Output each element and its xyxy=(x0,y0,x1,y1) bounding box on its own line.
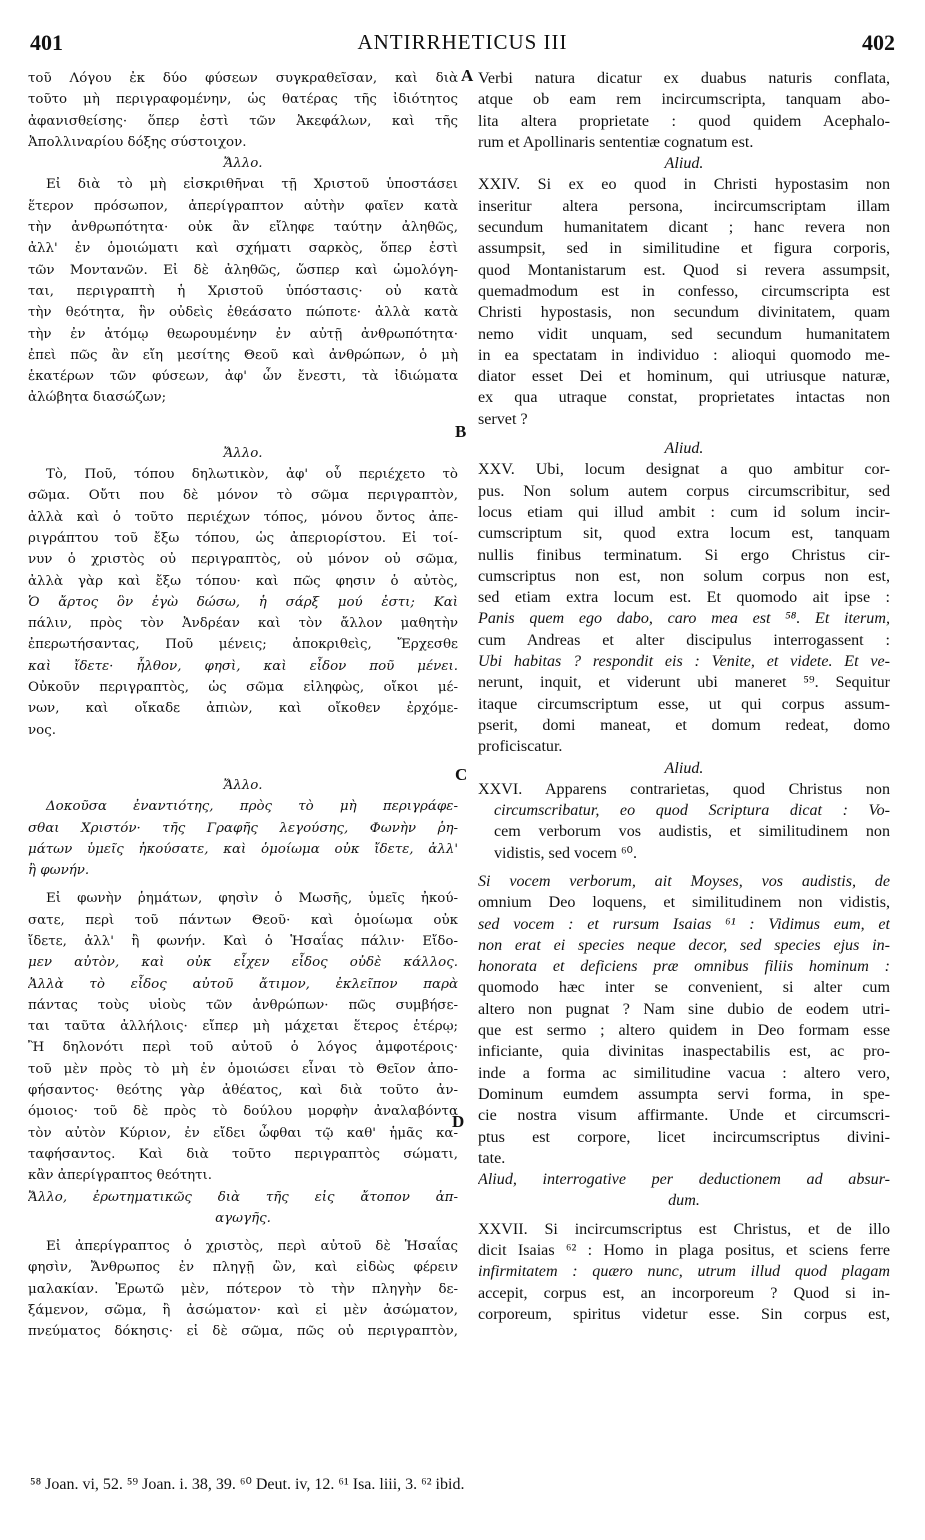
latin-section-xxvii xyxy=(478,1219,890,1325)
greek-line: Εἰ φωνὴν ῥημάτων, φησὶν ὁ Μωσῆς, ὑμεῖς ἠκού- xyxy=(46,891,458,907)
greek-line: ἕτερον πρόσωπον, ἀπερίγραπτον αὐτὴν φαῖεν κατὰ xyxy=(28,198,458,214)
greek-section-xxvi xyxy=(28,796,458,881)
latin-line: circumscribatur, eo quod Scriptura dicat : Vo- xyxy=(494,802,890,820)
latin-line: Si vocem verborum, ait Moyses, vos audistis, de xyxy=(478,872,890,890)
latin-line: sed vocem : et rursum Isaias ⁶¹ : Vidimus eum, et xyxy=(478,915,890,933)
margin-marker-d: D xyxy=(452,1112,465,1131)
page-number-left: 401 xyxy=(30,30,63,55)
greek-line: Εἰ διὰ τὸ μὴ εἰσκριθῆναι τῇ Χριστοῦ ὑποστάσει xyxy=(46,177,458,193)
greek-line: τὴν ἀνθρωπότητα· οὐκ ἂν εἴληφε ταύτην ἀληθῶς, xyxy=(28,220,458,236)
greek-line: καὶ ἴδετε· ἦλθον, φησὶ, καὶ εἶδον ποῦ μένει. xyxy=(28,658,458,674)
latin-line: que est sermo ; altero quidem in Deo formam esse xyxy=(478,1022,890,1040)
page-number-right: 402 xyxy=(862,30,895,55)
greek-heading: Ἄλλο. xyxy=(223,156,263,172)
greek-line: τὴν ἐν ἀτόμῳ θεωρουμένην ἐν αὐτῇ ἀνθρωπότητα· xyxy=(28,326,458,342)
spacer xyxy=(28,741,458,775)
greek-line: Ἢ δηλονότι περὶ τοῦ αὐτοῦ ὁ λόγος ἀμφοτέροις· xyxy=(28,1040,458,1056)
greek-line: μαλακίαν. Ἐρωτῶ μὲν, πότερον τὸ τὴν πληγὴν δε- xyxy=(28,1281,458,1297)
greek-line: ἀλλ' ἐν ὁμοιώματι καὶ σχήματι σαρκὸς, ὅπερ ἐστὶ xyxy=(28,241,458,257)
greek-line: νυν ὁ χριστὸς οὐ περιγραπτὸς, οὐ μόνον οὐ σῶμα, xyxy=(28,552,458,568)
latin-line: Aliud, interrogative per deductionem ad absur- xyxy=(478,1171,890,1189)
greek-line: Τὸ, Ποῦ, τόπου δηλωτικὸν, ἀφ' οὗ περιέχετο τὸ xyxy=(46,467,458,483)
greek-line: ται, περιγραπτὴ ἡ Χριστοῦ ὑπόστασις· οὐ κατὰ xyxy=(28,283,458,299)
latin-line: XXVI. Apparens contrarietas, quod Christus non xyxy=(478,780,890,798)
latin-line: quomodo hæc inter se convenient, si alter cum xyxy=(478,979,890,997)
latin-section-xxv xyxy=(478,459,890,757)
spacer xyxy=(478,1212,890,1219)
greek-line: πάλιν, πρὸς τὸν Ἀνδρέαν καὶ τὸν ἄλλον μαθητὴν xyxy=(28,616,458,632)
latin-line: cem verborum vos audistis, et similitudinem non xyxy=(494,823,890,841)
greek-line: ἀλλὰ γὰρ καὶ ἔξω τόπου· καὶ πῶς φησιν ὁ αὐτὸς, xyxy=(28,573,458,589)
greek-line: ἀλώβητα διασώζων; xyxy=(28,390,167,406)
greek-line: φήσαντος· θεότης γὰρ ἀθέατος, καὶ διὰ τοῦτο ἀν- xyxy=(28,1083,458,1099)
greek-line: Ἀλλὰ τὸ εἶδος αὐτοῦ ἄτιμον, ἐκλεῖπον παρὰ xyxy=(28,976,458,992)
latin-line: Dominum eumdem assumpta servi forma, in spe- xyxy=(478,1085,890,1103)
latin-line: non erat ei species neque decor, sed species ejus in- xyxy=(478,936,890,954)
latin-line: dum. xyxy=(668,1192,700,1210)
greek-heading-xxvii xyxy=(28,1187,458,1230)
latin-line: pus. Non solum autem corpus circumscribitur, sed xyxy=(478,482,890,500)
footnotes: ⁵⁸ Joan. vi, 52. ⁵⁹ Joan. i. 38, 39. ⁶⁰ Deut. iv, 12. ⁶¹ Isa. liii, 3. ⁶² ibid. xyxy=(30,1476,465,1493)
margin-marker-c: C xyxy=(455,765,468,784)
greek-line: νων, καὶ οἴκαδε ἀπιὼν, καὶ οἴκοθεν ἐρχόμε- xyxy=(28,701,458,717)
greek-line: τοῦ μὲν πρὸς τὸ μὴ ἐν ὁμοιώσει εἶναι τὸ Θεῖον ἀπο- xyxy=(28,1061,458,1077)
latin-line: inde a forma ac similitudine vacua : altero vero, xyxy=(478,1064,890,1082)
latin-line: nullis finibus terminatum. Si ergo Christus cir- xyxy=(478,546,890,564)
latin-heading: Aliud. xyxy=(664,155,704,173)
latin-heading: Aliud. xyxy=(664,759,704,777)
latin-line: servet ? xyxy=(478,410,528,428)
latin-line: corporeum, spiritus videtur esse. Sin corpus est, xyxy=(478,1305,890,1323)
latin-line: lita altera proprietate : quod quidem Acephalo- xyxy=(478,112,890,130)
greek-line: ταφήσαντος. Καὶ διὰ τοῦτο περιγραπτὸς σώματι, xyxy=(28,1146,458,1162)
greek-line: Οὐκοῦν περιγραπτὸς, ὡς σῶμα εἰληφὼς, οἴκοι μέ- xyxy=(28,680,458,696)
latin-line: assumpsit, sed in similitudine et figura corporis, xyxy=(478,240,890,258)
greek-section-xxiv xyxy=(28,174,458,408)
latin-line: Panis quem ego dabo, caro mea est ⁵⁸. Et iterum, xyxy=(478,610,890,628)
greek-line: τὸν αὐτὸν Κύριον, ἐν εἴδει ὦφθαι τῷ καθ' ἡμᾶς κα- xyxy=(28,1125,458,1141)
latin-line: proficiscatur. xyxy=(478,738,563,756)
greek-line: ἑκατέρων τῶν φύσεων, ἀφ' ὧν ἔνεστι, τὰ ἰδιώματα xyxy=(28,369,458,385)
spacer xyxy=(478,864,890,871)
latin-line: cie nostra visum affirmante. Unde et circumscri- xyxy=(478,1107,890,1125)
greek-line: σθαι Χριστόν· τῆς Γραφῆς λεγούσης, Φωνὴν ῥη- xyxy=(28,820,458,836)
greek-line: κἂν ἀπερίγραπτος θεότητι. xyxy=(28,1168,213,1184)
greek-line: σατε, περὶ τοῦ πάντων Θεοῦ· καὶ ὁμοίωμα οὐκ xyxy=(28,912,458,928)
greek-heading: Ἄλλο. xyxy=(223,445,263,461)
latin-line: accepit, corpus est, an incorporeum ? Quod si in- xyxy=(478,1284,890,1302)
latin-column xyxy=(478,68,890,1325)
latin-line: atque ob eam rem incircumscripta, tanquam abo- xyxy=(478,91,890,109)
latin-line: locus etiam qui illud ambit : cum id solum incir- xyxy=(478,503,890,521)
latin-line: Verbi natura dicatur ex duabus naturis conflata, xyxy=(478,70,890,87)
latin-line: inficiante, quia divinitas inaspectabilis est, ac pro- xyxy=(478,1043,890,1061)
greek-line: Εἰ ἀπερίγραπτος ὁ χριστὸς, περὶ αὐτοῦ δὲ Ἡσαΐας xyxy=(46,1239,458,1255)
greek-section-xxv xyxy=(28,464,458,741)
spacer xyxy=(28,1229,458,1236)
latin-line: pserit, domi maneat, et domum redeat, domo xyxy=(478,716,890,734)
latin-line: XXV. Ubi, locum designat a quo ambitur cor- xyxy=(478,461,890,479)
greek-line: τὴν θεότητα, ἣν οὐδεὶς ἐθεάσατο πώποτε· ἀλλὰ κατὰ xyxy=(28,305,458,321)
greek-line: τοῦτο μὴ περιγραφομένην, ὡς θατέρας τῆς ἰδιότητος xyxy=(28,92,458,108)
latin-line: secundum humanitatem dicant ; hanc revera non xyxy=(478,219,890,237)
latin-line: diator esset Dei et hominum, qui utriusque naturæ, xyxy=(478,368,890,386)
latin-heading-xxvii xyxy=(478,1169,890,1212)
latin-line: nerunt, inquit, et viderunt ubi maneret ⁵⁹. Sequitur xyxy=(478,674,890,692)
greek-line: ἴδετε, ἀλλ' ἢ φωνήν. Καὶ ὁ Ἡσαΐας πάλιν· Εἴδο- xyxy=(28,933,458,949)
latin-line: ex qua utraque constat, proprietates intactas non xyxy=(478,389,890,407)
greek-line: μεν αὐτὸν, καὶ οὐκ εἶχεν εἶδος οὐδὲ κάλλος. xyxy=(28,955,458,971)
latin-line: quod Montanistarum est. Quod si revera assumpsit, xyxy=(478,261,890,279)
latin-line: XXVII. Si incircumscriptus est Christus, et de illo xyxy=(478,1220,890,1238)
latin-section-xxiv xyxy=(478,174,890,430)
latin-line: dicit Isaias ⁶² : Homo in plaga positus, et sciens ferre xyxy=(478,1242,890,1260)
greek-intro xyxy=(28,68,458,153)
greek-section-xxvi-body xyxy=(28,888,458,1186)
latin-line: in ea spectatam in individuo : alioqui quomodo me- xyxy=(478,346,890,364)
latin-section-xxvi-body xyxy=(478,871,890,1169)
running-title: ANTIRRHETICUS III xyxy=(357,30,568,54)
greek-line: σῶμα. Οὔτι που δὲ μόνον τὸ σῶμα περιγραπτὸν, xyxy=(28,488,458,504)
greek-line: ξάμενον, σῶμα, ἢ ἀσώματον· καὶ εἰ μὲν ἀσώματον, xyxy=(28,1303,458,1319)
latin-line: tate. xyxy=(478,1149,506,1167)
latin-line: inseritur altera persona, incircumscriptam illam xyxy=(478,197,890,215)
greek-line: Ἄλλο, ἐρωτηματικῶς διὰ τῆς εἰς ἄτοπον ἀπ- xyxy=(28,1189,458,1205)
latin-line: Ubi habitas ? respondit eis : Venite, et videte. Et ve- xyxy=(478,653,890,671)
greek-line: πνεύματος δόκησις· εἰ δὲ σῶμα, πῶς οὐ περιγραπτὸν, xyxy=(28,1324,458,1340)
greek-line: Δοκοῦσα ἐναντιότης, πρὸς τὸ μὴ περιγράφε- xyxy=(46,799,458,815)
latin-line: cum Andreas et alter discipulus interrogassent : xyxy=(478,631,890,649)
greek-line: τοῦ Λόγου ἐκ δύο φύσεων συγκραθεῖσαν, καὶ διὰ xyxy=(28,71,458,86)
spacer xyxy=(478,430,890,438)
latin-line: nemo vidit unquam, sed secundum humanitatem xyxy=(478,325,890,343)
greek-line: ἐπερωτήσαντας, Ποῦ μένεις; ἀποκριθεὶς, Ἔρχεσθε xyxy=(28,637,458,653)
latin-line: sed etiam extra locum est. Et quomodo ait ipse : xyxy=(478,589,890,607)
latin-line: rum et Apollinaris sententiæ cognatum est. xyxy=(478,133,754,151)
greek-line: ριγράπτου τοῦ ἔξω τόπου, ὡς ἀπεριορίστου. Εἰ τοί- xyxy=(28,530,458,546)
latin-line: quemadmodum est in confesso, circumscripta est xyxy=(478,282,890,300)
greek-line: τῶν Μοντανῶν. Εἰ δὲ ἀληθῶς, ὥσπερ καὶ ὡμολόγη- xyxy=(28,262,458,278)
greek-line: ται ταῦτα ἀλλήλοις· εἴπερ μὴ μάχεται ἕτερος ἑτέρῳ; xyxy=(28,1019,458,1035)
page-header xyxy=(30,30,895,60)
greek-line: μάτων ὑμεῖς ἠκούσατε, καὶ ὁμοίωμα οὐκ ἴδετε, ἀλλ' xyxy=(28,841,458,857)
greek-line: πάντας τοὺς υἱοὺς τῶν ἀνθρώπων· πῶς συμβήσε- xyxy=(28,997,458,1013)
spacer xyxy=(28,881,458,888)
greek-line: Ὁ ἄρτος ὃν ἐγὼ δώσω, ἡ σάρξ μού ἐστι; Καὶ xyxy=(28,594,458,610)
latin-line: Christi hypostasis, non secundum divinitatem, quam xyxy=(478,304,890,322)
greek-line: ἐπεὶ πῶς ἂν εἴη μεσίτης Θεοῦ καὶ ἀνθρώπων, ὁ μὴ xyxy=(28,347,458,363)
greek-line: Ἀπολλιναρίου δόξης σύστοιχον. xyxy=(28,134,247,150)
latin-line: altero non pugnat ? Nam sine dubio de eodem utri- xyxy=(478,1000,890,1018)
greek-line: όμοιος· τοῦ δὲ πρὸς τὸ δούλου μορφὴν ἀναλαβόντα xyxy=(28,1104,458,1120)
latin-line: cumscriptum sit, quod extra locum est, tanquam xyxy=(478,525,890,543)
margin-marker-a: A xyxy=(461,66,474,85)
latin-line: itaque circumscriptum esse, ut qui corpus assum- xyxy=(478,695,890,713)
greek-line: νος. xyxy=(28,722,56,738)
latin-line: honorata et deficiens præ omnibus filiis hominum : xyxy=(478,958,890,976)
greek-line: αγωγῆς. xyxy=(215,1210,271,1226)
latin-line: omnium Deo loquens, et similitudinem non vidistis, xyxy=(478,894,890,912)
greek-line: ἀλλὰ καὶ ὁ τοῦτο περιέχων τόπος, μόνου ὄντος ἀπε- xyxy=(28,509,458,525)
greek-line: ἢ φωνήν. xyxy=(28,863,90,879)
greek-heading: Ἄλλο. xyxy=(223,777,263,793)
latin-section-xxvi xyxy=(478,779,890,864)
latin-line: XXIV. Si ex eo quod in Christi hypostasim non xyxy=(478,176,890,194)
greek-line: ἀφανισθείσης· ὅπερ ἐστὶ τῶν Ἀκεφάλων, καὶ τῆς xyxy=(28,113,458,129)
greek-column xyxy=(28,68,458,1343)
latin-line: vidistis, sed vocem ⁶⁰. xyxy=(494,844,638,862)
greek-section-xxvii xyxy=(28,1236,458,1342)
greek-line: φησὶν, Ἄνθρωπος ἐν πληγῇ ὢν, καὶ εἰδὼς φέρειν xyxy=(28,1260,458,1276)
latin-heading: Aliud. xyxy=(664,440,704,458)
latin-line: infirmitatem : quæro nunc, utrum illud quod plagam xyxy=(478,1263,890,1281)
latin-intro xyxy=(478,68,890,153)
spacer xyxy=(28,409,458,443)
latin-line: ptus est corpore, licet incircumscriptus divini- xyxy=(478,1128,890,1146)
margin-marker-b: B xyxy=(455,422,467,441)
latin-line: cumscriptus non est, non solum corpus non est, xyxy=(478,567,890,585)
